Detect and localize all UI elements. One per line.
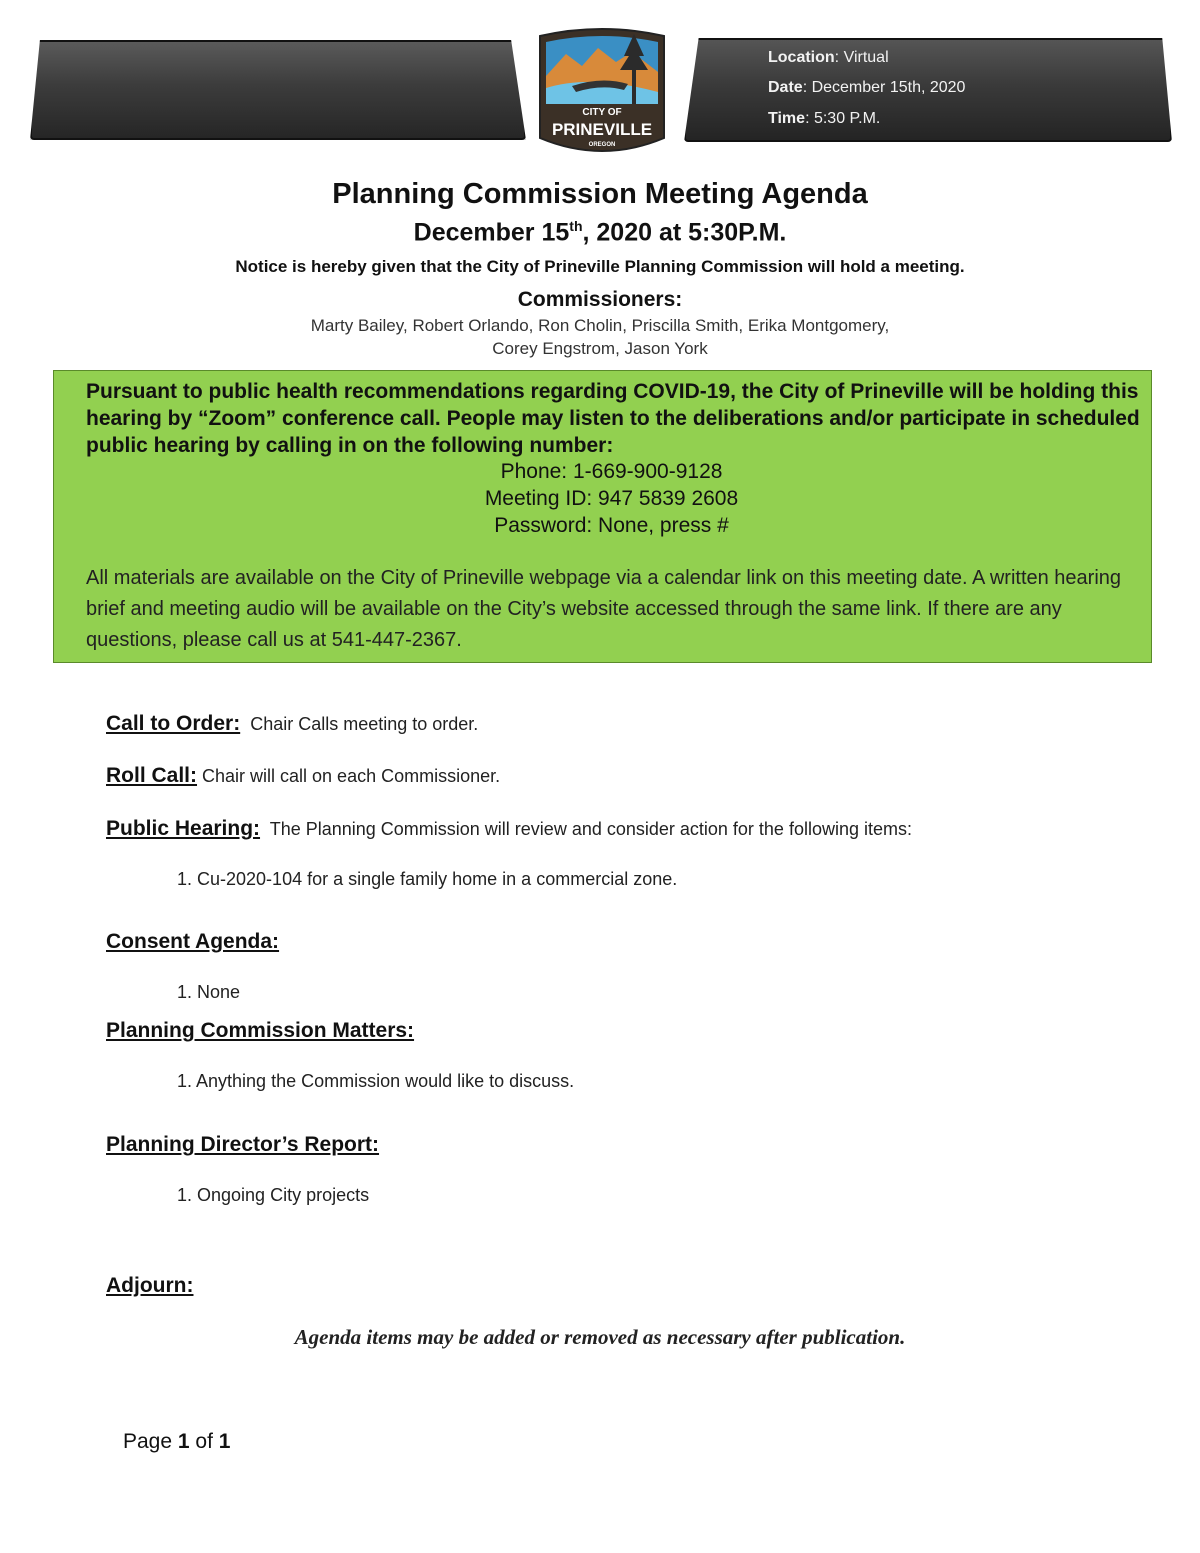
header-banner-left: [30, 40, 526, 140]
commissioners-line2: Corey Engstrom, Jason York: [492, 339, 708, 358]
location-info: [768, 49, 889, 67]
date-title-post: , 2020 at 5:30P.M.: [582, 218, 787, 247]
zoom-password: Password: None, press #: [494, 514, 729, 537]
director-label: Planning Director’s Report:: [106, 1133, 380, 1156]
agenda-consent: [106, 930, 279, 954]
agenda-call-to-order: [106, 712, 478, 736]
agenda-adjourn: [106, 1274, 193, 1298]
time-info: [768, 110, 880, 128]
location-value: : Virtual: [834, 49, 889, 66]
agenda-director-report: [106, 1133, 379, 1157]
page-number: [123, 1430, 230, 1454]
page-current: 1: [177, 1430, 190, 1453]
date-info: [768, 79, 965, 97]
city-logo-icon: [532, 26, 672, 158]
page-word: Page: [123, 1430, 178, 1453]
logo-line1: CITY OF: [582, 107, 622, 118]
page-total: 1: [218, 1430, 231, 1453]
agenda-roll-call: [106, 764, 500, 788]
date-title-sup: th: [569, 218, 583, 234]
date-title-pre: December 15: [413, 218, 570, 247]
roll-call-label: Roll Call:: [106, 764, 198, 787]
covid-notice-text: Pursuant to public health recommendations regarding COVID-19, the City of Prineville will be holding this hearing by “Zoom” conference call. People may listen to the deliberations and/or participate in scheduled public hearing by calling in on the following number:: [86, 380, 1140, 457]
consent-item: 1. None: [177, 982, 241, 1002]
matters-label: Planning Commission Matters:: [106, 1019, 415, 1042]
agenda-disclaimer: Agenda items may be added or removed as necessary after publication.: [294, 1325, 906, 1349]
page-title: Planning Commission Meeting Agenda: [332, 178, 868, 210]
adjourn-label: Adjourn:: [106, 1274, 194, 1297]
director-item: 1. Ongoing City projects: [177, 1185, 370, 1205]
date-value: : December 15th, 2020: [802, 79, 966, 96]
commissioners-line1: Marty Bailey, Robert Orlando, Ron Cholin, Priscilla Smith, Erika Montgomery,: [310, 316, 890, 335]
consent-label: Consent Agenda:: [106, 930, 280, 953]
commissioners-title: Commissioners:: [517, 288, 683, 311]
logo-line2: PRINEVILLE: [551, 120, 653, 139]
public-hearing-label: Public Hearing:: [106, 817, 261, 840]
zoom-meeting-id: Meeting ID: 947 5839 2608: [484, 487, 739, 510]
roll-call-text: Chair will call on each Commissioner.: [197, 766, 501, 786]
call-to-order-label: Call to Order:: [106, 712, 241, 735]
location-label: Location: [768, 49, 835, 66]
time-value: : 5:30 P.M.: [805, 110, 881, 127]
call-to-order-text: Chair Calls meeting to order.: [240, 714, 479, 734]
page-of: of: [189, 1430, 219, 1453]
agenda-public-hearing: [106, 817, 912, 841]
agenda-commission-matters: [106, 1019, 414, 1043]
date-label: Date: [768, 79, 803, 96]
public-hearing-item: 1. Cu-2020-104 for a single family home in a commercial zone.: [177, 869, 678, 889]
meeting-notice: Notice is hereby given that the City of Prineville Planning Commission will hold a meeting.: [235, 257, 965, 276]
materials-paragraph: All materials are available on the City of Prineville webpage via a calendar link on this meeting date. A written hearing brief and meeting audio will be available on the City’s website accessed through the same link. If there are any questions, please call us at 541-447-2367.: [86, 567, 1122, 651]
matters-item: 1. Anything the Commission would like to discuss.: [177, 1071, 575, 1091]
logo-line3: OREGON: [588, 142, 616, 148]
zoom-phone: Phone: 1-669-900-9128: [500, 460, 723, 483]
time-label: Time: [768, 110, 806, 127]
meeting-date-title: [0, 218, 1200, 247]
public-hearing-text: The Planning Commission will review and consider action for the following items:: [260, 819, 912, 839]
